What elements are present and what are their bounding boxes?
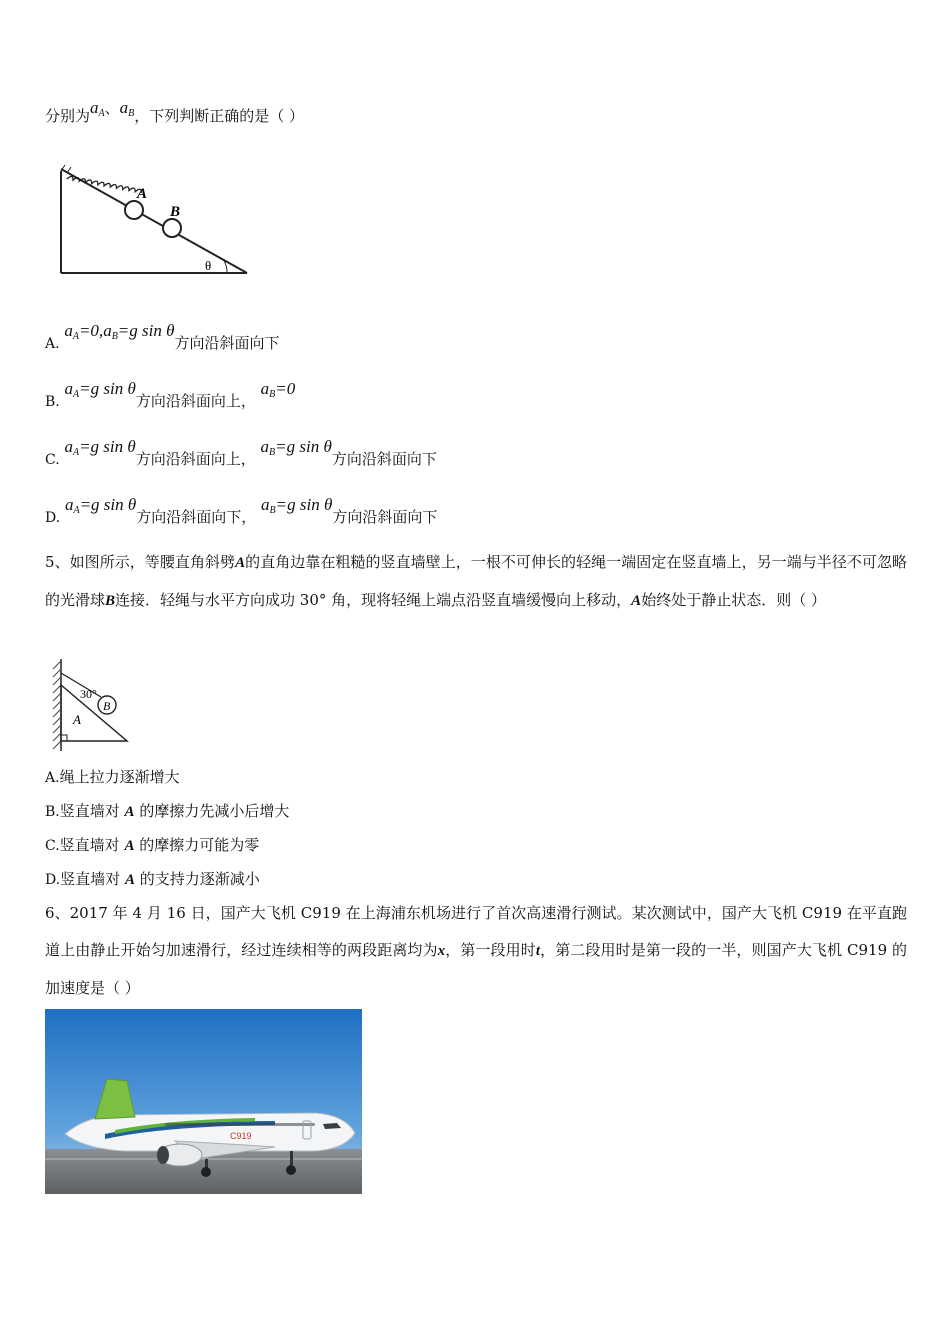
intro-prefix: 分别为 xyxy=(45,107,91,125)
fuselage-text: C919 xyxy=(230,1131,252,1141)
q5-option-b[interactable]: B.竖直墙对 A 的摩擦力先减小后增大 xyxy=(45,802,290,820)
option-math: $a_A=g$ sin θ xyxy=(64,379,136,400)
option-math: $a_A=g$ sin θ xyxy=(64,495,137,516)
option-text-2: 方向沿斜面向下 xyxy=(331,450,437,468)
label-angle: 30° xyxy=(80,687,97,701)
c919-photo xyxy=(45,1009,362,1194)
q4-option-d[interactable] xyxy=(45,494,438,526)
q4-option-a[interactable] xyxy=(45,320,280,352)
option-letter: A. xyxy=(45,336,60,352)
symbol-aA: $a_A$ xyxy=(90,98,105,119)
label-A: A xyxy=(73,712,81,727)
q4-intro xyxy=(45,98,305,127)
q5-stem: 5、如图所示，等腰直角斜劈A的直角边靠在粗糙的竖直墙壁上，一根不可伸长的轻绳一端固定在竖直墙上，另一端与半径不可忽略的光滑球B连接．轻绳与水平方向成功 30° 角，现将轻绳上端点沿竖直墙缓慢向上移动，A始终处于静止状态．则（ ） xyxy=(45,553,907,609)
option-math: $a_A=0,a_B=g$ sin θ xyxy=(64,321,175,342)
option-text: 方向沿斜面向上， xyxy=(135,450,256,468)
label-B: B xyxy=(170,204,181,220)
intro-suffix: ，下列判断正确的是（ ） xyxy=(134,107,305,125)
q4-option-c[interactable] xyxy=(45,436,437,468)
option-text-2: 方向沿斜面向下 xyxy=(332,508,438,526)
q6-stem: 6、2017 年 4 月 16 日，国产大飞机 C919 在上海浦东机场进行了首次高速滑行测试。某次测试中，国产大飞机 C919 在平直跑道上由静止开始匀加速滑行，经过连续相等的两段距离均为x，第一段用时t，第二段用时是第一段的一半，则国产大飞机 C919 的加速度是（ ） xyxy=(45,904,907,997)
q5-option-d[interactable]: D.竖直墙对 A 的支持力逐渐减小 xyxy=(45,870,260,888)
option-math-2: $a_B=g$ sin θ xyxy=(260,437,332,458)
label-A: A xyxy=(137,186,148,202)
option-text: 方向沿斜面向下， xyxy=(136,508,257,526)
q4-option-b[interactable] xyxy=(45,378,296,410)
intro-sep: 、 xyxy=(104,99,120,117)
option-text: 方向沿斜面向上， xyxy=(135,392,256,410)
option-math-2: $a_B=0$ xyxy=(260,379,296,400)
label-B: B xyxy=(103,699,111,713)
option-letter: D. xyxy=(45,510,61,526)
option-math-2: $a_B=g$ sin θ xyxy=(261,495,333,516)
q5-option-a[interactable]: A.绳上拉力逐渐增大 xyxy=(45,768,180,786)
option-letter: C. xyxy=(45,452,60,468)
incline-figure xyxy=(55,163,255,278)
symbol-aB: $a_B$ xyxy=(119,98,135,119)
option-text: 方向沿斜面向下 xyxy=(174,334,280,352)
option-letter: B. xyxy=(45,394,60,410)
q5-option-c[interactable]: C.竖直墙对 A 的摩擦力可能为零 xyxy=(45,836,260,854)
wall-wedge-figure xyxy=(45,657,135,755)
label-theta: θ xyxy=(205,258,212,273)
option-math: $a_A=g$ sin θ xyxy=(64,437,136,458)
